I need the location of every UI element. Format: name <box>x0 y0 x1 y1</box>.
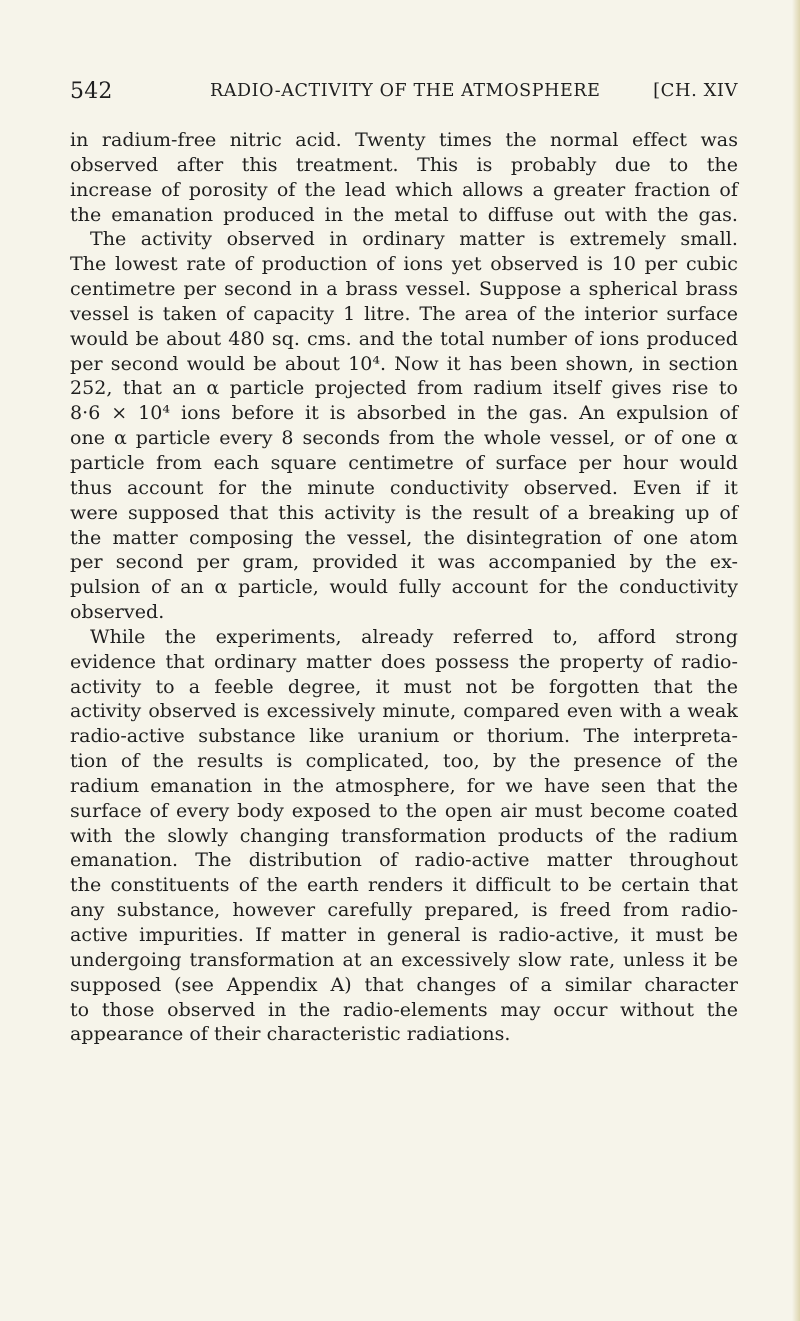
text-line: observed. <box>70 601 165 624</box>
text-line: particle from each square centimetre of surface per hour would <box>70 451 738 474</box>
text-line: would be about 480 sq. cms. and the total number of ions produced <box>70 327 738 350</box>
page-edge-shadow <box>792 0 800 1321</box>
text-line: While the experiments, already referred to, afford strong <box>90 625 738 648</box>
text-line: were supposed that this activity is the result of a breaking up of <box>70 501 738 524</box>
running-head <box>70 79 738 107</box>
text-line: radio-active substance like uranium or thorium. The interpreta- <box>70 725 738 748</box>
text-line: active impurities. If matter in general is radio-active, it must be <box>70 924 738 946</box>
text-line: tion of the results is complicated, too, by the presence of the <box>70 750 738 773</box>
text-line: in radium-free nitric acid. Twenty times the normal effect was <box>70 129 738 151</box>
page-number: 542 <box>70 79 113 104</box>
text-line: surface of every body exposed to the open air must become coated <box>70 799 738 822</box>
text-line: centimetre per second in a brass vessel. Suppose a spherical brass <box>70 278 738 301</box>
text-line: observed after this treatment. This is probably due to the <box>70 153 738 176</box>
text-line: 8·6 × 10⁴ ions before it is absorbed in the gas. An expulsion of <box>70 402 738 425</box>
text-line: per second per gram, provided it was accompanied by the ex- <box>70 551 738 574</box>
text-line: with the slowly changing transformation products of the radium <box>70 824 738 847</box>
running-title: RADIO-ACTIVITY OF THE ATMOSPHERE <box>210 81 601 101</box>
text-line: per second would be about 10⁴. Now it has been shown, in section <box>70 352 738 375</box>
text-line: supposed (see Appendix A) that changes of a similar character <box>70 973 738 996</box>
text-line: activity to a feeble degree, it must not be forgotten that the <box>70 675 738 698</box>
text-line: one α particle every 8 seconds from the whole vessel, or of one α <box>70 427 738 450</box>
chapter-reference: [CH. XIV <box>653 80 738 101</box>
text-line: emanation. The distribution of radio-active matter throughout <box>70 849 738 872</box>
text-line: appearance of their characteristic radiations. <box>70 1023 511 1046</box>
text-line: thus account for the minute conductivity observed. Even if it <box>70 476 738 499</box>
text-line: the constituents of the earth renders it difficult to be certain that <box>70 874 738 897</box>
body-text <box>70 128 738 1047</box>
text-line: the emanation produced in the metal to diffuse out with the gas. <box>70 203 738 226</box>
text-line: vessel is taken of capacity 1 litre. The area of the interior surface <box>70 302 738 325</box>
text-line: activity observed is excessively minute, compared even with a weak <box>70 700 738 723</box>
text-line: evidence that ordinary matter does possess the property of radio- <box>70 650 738 673</box>
text-line: any substance, however carefully prepared, is freed from radio- <box>70 899 738 922</box>
text-line: pulsion of an α particle, would fully account for the conductivity <box>70 576 738 599</box>
text-line: 252, that an α particle projected from radium itself gives rise to <box>70 377 738 400</box>
text-line: radium emanation in the atmosphere, for we have seen that the <box>70 774 738 797</box>
text-line: the matter composing the vessel, the disintegration of one atom <box>70 526 738 549</box>
text-line: The activity observed in ordinary matter is extremely small. <box>90 228 738 251</box>
text-line: undergoing transformation at an excessively slow rate, unless it be <box>70 948 738 971</box>
text-line: The lowest rate of production of ions yet observed is 10 per cubic <box>70 253 738 276</box>
text-line: to those observed in the radio-elements may occur without the <box>70 998 738 1021</box>
text-line: increase of porosity of the lead which allows a greater fraction of <box>70 178 738 201</box>
